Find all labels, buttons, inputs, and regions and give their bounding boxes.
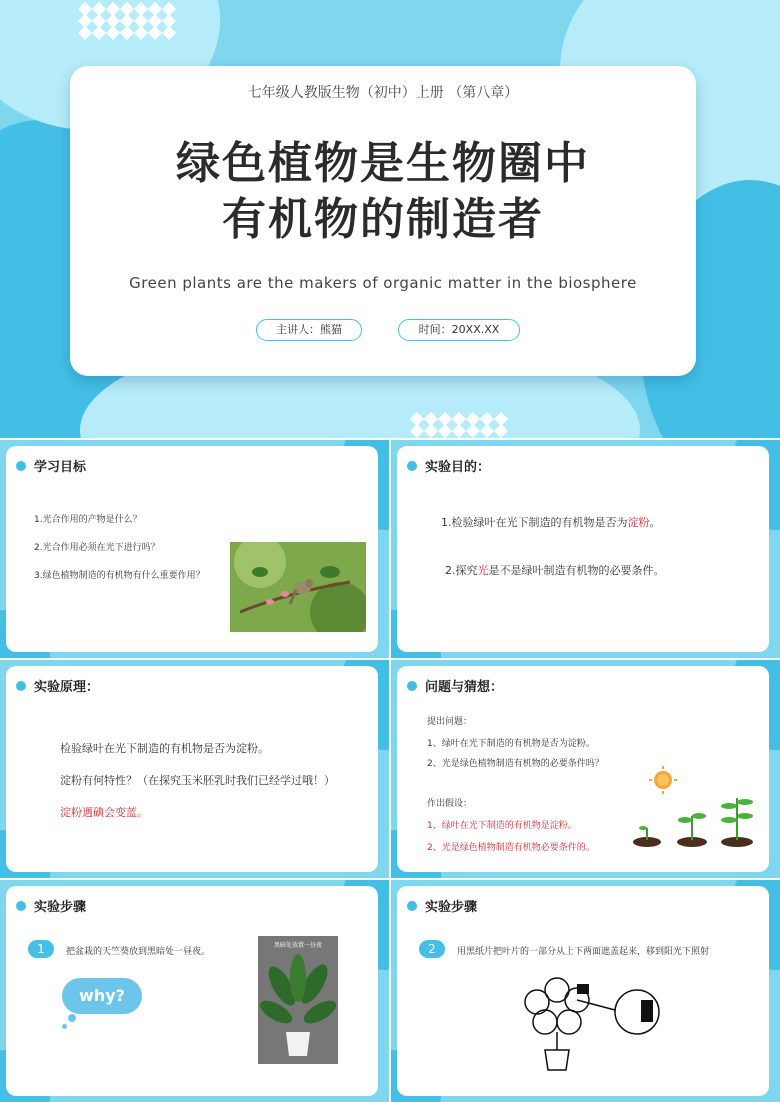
slide-experiment-step-1[interactable] xyxy=(0,880,389,1102)
principle-line-3: 淀粉遇碘会变蓝。 xyxy=(60,806,148,819)
seedling-growth-icon xyxy=(633,766,757,850)
slide-experiment-principle[interactable] xyxy=(0,660,389,878)
english-title: Green plants are the makers of organic matter in the biosphere xyxy=(129,274,637,292)
title-line-1: 绿色植物是生物圈中 xyxy=(176,138,590,189)
bird-photo xyxy=(230,542,366,632)
slide-question-hypothesis[interactable] xyxy=(391,660,780,878)
heading-text: 学习目标 xyxy=(34,460,87,475)
potted-plant-photo xyxy=(258,936,338,1064)
bullet-dot-icon xyxy=(407,681,417,691)
time-pill: 时间：20XX.XX xyxy=(398,319,520,341)
bullet-dot-icon xyxy=(407,461,417,471)
step-number-badge: 1 xyxy=(28,940,54,958)
diamond-pattern-bottom xyxy=(412,414,508,436)
hypothesis-1: 1、绿叶在光下制造的有机物是淀粉。 xyxy=(427,821,577,831)
title-slide[interactable] xyxy=(0,0,780,438)
slide-card xyxy=(397,446,769,652)
slide-heading xyxy=(407,896,477,915)
slide-heading xyxy=(16,896,86,915)
slide-heading xyxy=(407,456,490,475)
slide-heading xyxy=(407,676,503,695)
bullet-dot-icon xyxy=(407,901,417,911)
purpose-text: 是不是绿叶制造有机物的必要条件。 xyxy=(488,564,665,577)
principle-line-1: 检验绿叶在光下制造的有机物是否为淀粉。 xyxy=(60,742,269,755)
bubble-tail-dot xyxy=(68,1014,76,1022)
slide-heading xyxy=(16,676,99,695)
slide-card xyxy=(6,886,378,1096)
bubble-tail-dot xyxy=(62,1024,67,1029)
title-line-2: 有机物的制造者 xyxy=(222,194,544,245)
slide-learning-goals[interactable] xyxy=(0,440,389,658)
step-text: 把盆栽的天竺葵放到黑暗处一昼夜。 xyxy=(66,947,211,957)
step-text: 用黑纸片把叶片的一部分从上下两面遮盖起来，移到阳光下照射 xyxy=(457,947,710,957)
purpose-text: 1.检验绿叶在光下制造的有机物是否为 xyxy=(441,516,628,529)
purpose-line-1 xyxy=(441,514,661,530)
heading-text: 实验步骤 xyxy=(425,900,478,915)
purpose-line-2 xyxy=(445,562,665,578)
slide-experiment-step-2[interactable] xyxy=(391,880,780,1102)
question-title: 提出问题： xyxy=(427,717,473,727)
main-title xyxy=(70,136,696,248)
slide-card xyxy=(397,886,769,1096)
course-subtitle: 七年级人教版生物（初中）上册 （第八章） xyxy=(247,85,519,101)
slide-card xyxy=(6,446,378,652)
bullet-dot-icon xyxy=(16,461,26,471)
slide-experiment-purpose[interactable] xyxy=(391,440,780,658)
slide-card xyxy=(6,666,378,872)
principle-line-2: 淀粉有何特性？（在探究玉米胚乳时我们已经学过哦！） xyxy=(60,774,335,787)
goal-item-2: 2.光合作用必须在光下进行吗？ xyxy=(34,543,160,553)
heading-text: 实验目的： xyxy=(425,460,491,475)
photo-caption: 黑暗处放置一昼夜 xyxy=(273,942,322,949)
title-card xyxy=(70,66,696,376)
question-2: 2、光是绿色植物制造有机物的必要条件吗？ xyxy=(427,759,604,769)
goal-item-3: 3.绿色植物制造的有机物有什么重要作用？ xyxy=(34,571,205,581)
bullet-dot-icon xyxy=(16,681,26,691)
step-number-badge: 2 xyxy=(419,940,445,958)
purpose-text: 。 xyxy=(649,516,661,529)
hypothesis-title: 作出假设： xyxy=(427,799,473,809)
highlight-text: 淀粉 xyxy=(627,516,650,529)
heading-text: 问题与猜想： xyxy=(425,680,504,695)
presenter-pill: 主讲人：熊猫 xyxy=(256,319,362,341)
bullet-dot-icon xyxy=(16,901,26,911)
heading-text: 实验原理： xyxy=(34,680,100,695)
hypothesis-2: 2、光是绿色植物制造有机物必要条件的。 xyxy=(427,843,595,853)
slide-heading xyxy=(16,456,86,475)
diamond-pattern-top xyxy=(80,4,176,38)
why-speech-bubble: why? xyxy=(62,978,142,1014)
goal-item-1: 1.光合作用的产物是什么？ xyxy=(34,515,142,525)
highlight-text: 光 xyxy=(477,564,489,577)
covered-leaf-illustration xyxy=(517,972,677,1072)
slide-card xyxy=(397,666,769,872)
purpose-text: 2.探究 xyxy=(445,564,478,577)
heading-text: 实验步骤 xyxy=(34,900,87,915)
question-1: 1、绿叶在光下制造的有机物是否为淀粉。 xyxy=(427,739,595,749)
